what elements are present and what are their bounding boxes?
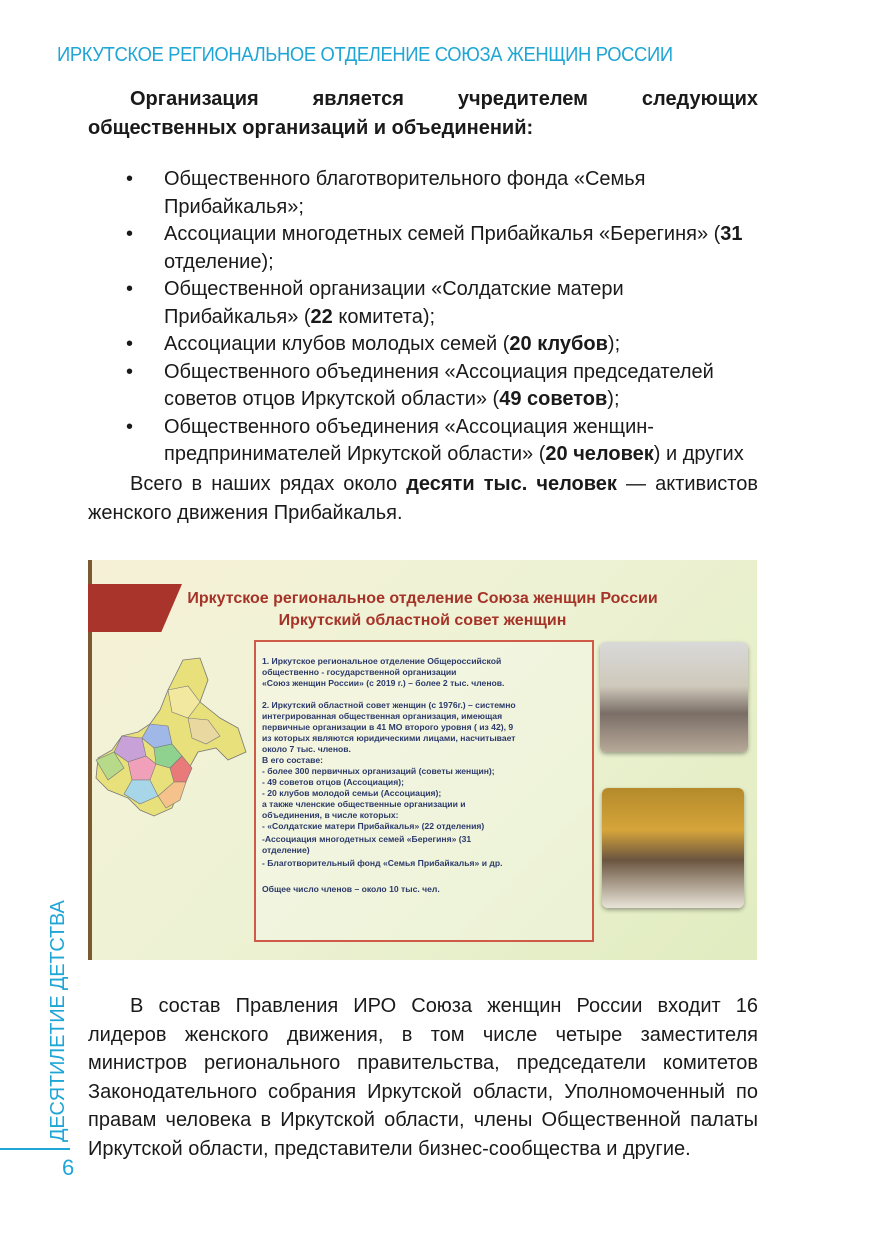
- membership-paragraph: Всего в наших рядах около десяти тыс. человек — активистов женского движения Прибайкалья.: [88, 473, 758, 524]
- bullet-icon: •: [126, 278, 134, 300]
- slide-line: первичные организации в 41 МО второго уровня ( из 42), 9: [262, 722, 514, 732]
- slide-line: Общее число членов – около 10 тыс. чел.: [262, 884, 440, 894]
- presentation-slide: [88, 560, 757, 960]
- sidebar-label: ДЕСЯТИЛЕТИЕ ДЕТСТВА: [47, 900, 69, 1142]
- list-item: • Общественного благотворительного фонда «Семья Прибайкалья»;: [126, 168, 646, 218]
- slide-line: «Союз женщин России» (с 2019 г.) – более 2 тыс. членов.: [262, 678, 505, 688]
- region-map-image: [88, 640, 253, 830]
- bullet-icon: •: [126, 168, 134, 190]
- list-item: • Ассоциации многодетных семей Прибайкалья «Берегиня» (31 отделение);: [126, 223, 743, 273]
- intro-heading: Организация является учредителем следующих общественных организаций и объединений:: [88, 88, 758, 139]
- slide-line: отделение): [262, 845, 310, 855]
- running-header: ИРКУТСКОЕ РЕГИОНАЛЬНОЕ ОТДЕЛЕНИЕ СОЮЗА ЖЕНЩИН РОССИИ: [57, 44, 673, 66]
- slide-text-box: [254, 640, 594, 942]
- slide-line: около 7 тыс. членов.: [262, 744, 351, 754]
- slide-line: общественно - государственной организации: [262, 667, 457, 677]
- meeting-photo: [602, 788, 744, 908]
- slide-subtitle: Иркутский областной совет женщин: [278, 612, 567, 629]
- list-item: • Общественного объединения «Ассоциация председателей советов отцов Иркутской области» (49 советов);: [126, 360, 714, 410]
- bullet-icon: •: [126, 223, 134, 245]
- slide-line: -Ассоциация многодетных семей «Берегиня» (31: [262, 834, 472, 844]
- list-item: • Общественного объединения «Ассоциация женщин-предпринимателей Иркутской области» (20 человек) и других: [126, 415, 744, 465]
- slide-line: 2. Иркутский областной совет женщин (с 1976г.) – системно: [262, 700, 516, 710]
- slide-line: а также членские общественные организации и: [262, 799, 466, 809]
- exhibition-photo: [600, 642, 748, 752]
- sidebar-divider: [0, 1148, 70, 1150]
- founded-organizations-list: [120, 166, 760, 469]
- list-item: • Ассоциации клубов молодых семей (20 клубов);: [120, 331, 760, 359]
- slide-line: - «Солдатские матери Прибайкалья» (22 отделения): [262, 821, 485, 831]
- slide-line: объединения, в числе которых:: [262, 810, 399, 820]
- slide-line: - 20 клубов молодой семьи (Ассоциация);: [262, 788, 442, 798]
- list-item: • Общественной организации «Солдатские матери Прибайкалья» (22 комитета);: [126, 278, 624, 328]
- slide-title: Иркутское региональное отделение Союза женщин России: [187, 590, 658, 607]
- slide-line: В его составе:: [262, 755, 323, 765]
- board-paragraph: В состав Правления ИРО Союза женщин России входит 16 лидеров женского движения, в том числе четыре заместителя министров регионального правительства, председатели комитетов Законодательного собрания Иркутской области, Уполномоченный по правам человека в Иркутской области, члены Общественной палаты Иркутской области, представители бизнес-сообщества и другие.: [88, 995, 758, 1160]
- slide-line: - более 300 первичных организаций (советы женщин);: [262, 766, 495, 776]
- page-number: 6: [62, 1155, 75, 1180]
- slide-line: из которых являются юридическими лицами, насчитывает: [262, 733, 516, 743]
- bullet-icon: •: [126, 415, 134, 438]
- slide-line: - 49 советов отцов (Ассоциация);: [262, 777, 404, 787]
- bullet-icon: •: [126, 360, 134, 383]
- bullet-icon: •: [126, 333, 134, 355]
- slide-line: 1. Иркутское региональное отделение Общероссийской: [262, 656, 502, 666]
- slide-line: - Благотворительный фонд «Семья Прибайкалья» и др.: [262, 858, 503, 868]
- slide-line: интегрированная общественная организация, имеющая: [262, 711, 503, 721]
